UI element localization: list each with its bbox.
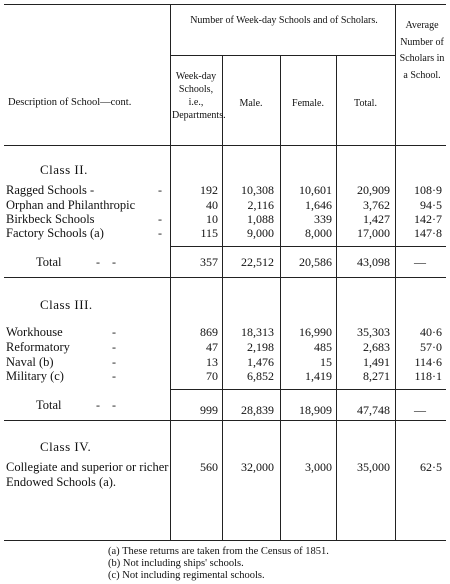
row-label: Naval (b) — [6, 355, 54, 369]
cell-total: 1,427 — [363, 212, 390, 226]
row-label: Reformatory — [6, 340, 70, 354]
row-dash: - — [112, 355, 116, 369]
col-line-3 — [336, 55, 337, 540]
col-line-4 — [395, 4, 396, 540]
cell-total: 35,000 — [357, 460, 390, 474]
cell-total: 3,762 — [363, 198, 390, 212]
col-description-header: Description of School—cont. — [8, 97, 132, 108]
cell-total: 17,000 — [357, 226, 390, 240]
cell-avg: 142·7 — [414, 212, 442, 226]
cell-female: 10,601 — [299, 183, 332, 197]
total-avg: — — [414, 403, 426, 417]
class-4-title: Class IV. — [40, 439, 92, 454]
row-label: Birkbeck Schools — [6, 212, 95, 226]
cell-avg: 108·9 — [414, 183, 442, 197]
total-avg: — — [414, 255, 426, 269]
cell-female: 3,000 — [305, 460, 332, 474]
class-2-title: Class II. — [40, 162, 88, 177]
cell-schools: 10 — [206, 212, 218, 226]
cell-male: 2,198 — [247, 340, 274, 354]
cell-avg: 57·0 — [420, 340, 442, 354]
cell-schools: 70 — [206, 369, 218, 383]
cell-avg: 40·6 — [420, 325, 442, 339]
row-dash: - — [158, 183, 162, 197]
cell-avg: 114·6 — [414, 355, 442, 369]
cell-avg: 62·5 — [420, 460, 442, 474]
cell-total: 8,271 — [363, 369, 390, 383]
table-top-rule — [4, 4, 446, 5]
footnote: (a) These returns are taken from the Census of 1851. — [108, 546, 329, 557]
col-average-header: Average Number of Scholars in a School. — [399, 20, 445, 81]
cell-schools: 192 — [200, 183, 218, 197]
row-label: Orphan and Philanthropic — [6, 198, 136, 212]
table-bottom-rule — [4, 540, 446, 541]
class3-total-top-rule — [170, 389, 446, 390]
footnote: (c) Not including regimental schools. — [108, 570, 265, 581]
total-total: 47,748 — [357, 403, 390, 417]
total-dashes: - - — [96, 398, 116, 412]
cell-female: 1,646 — [305, 198, 332, 212]
cell-female: 8,000 — [305, 226, 332, 240]
col-total-header: Total. — [354, 98, 377, 109]
cell-male: 6,852 — [247, 369, 274, 383]
cell-female: 485 — [314, 340, 332, 354]
cell-schools: 115 — [200, 226, 218, 240]
cell-female: 1,419 — [305, 369, 332, 383]
cell-male: 32,000 — [241, 460, 274, 474]
cell-schools: 869 — [200, 325, 218, 339]
total-total: 43,098 — [357, 255, 390, 269]
cell-male: 9,000 — [247, 226, 274, 240]
cell-male: 18,313 — [241, 325, 274, 339]
class3-total-bottom-rule — [4, 420, 446, 421]
col-female-header: Female. — [292, 98, 324, 109]
footnotes — [108, 546, 329, 582]
cell-avg: 147·8 — [414, 226, 442, 240]
cell-male: 1,088 — [247, 212, 274, 226]
cell-male: 1,476 — [247, 355, 274, 369]
class2-total-bottom-rule — [4, 277, 446, 278]
cell-schools: 47 — [206, 340, 218, 354]
header-bottom-rule — [4, 145, 446, 146]
cell-avg: 118·1 — [414, 369, 442, 383]
row-label: Workhouse — [6, 325, 63, 339]
total-schools: 999 — [200, 403, 218, 417]
cell-female: 15 — [320, 355, 332, 369]
total-male: 28,839 — [241, 403, 274, 417]
cell-female: 16,990 — [299, 325, 332, 339]
group-header-rule — [170, 55, 395, 56]
total-female: 20,586 — [299, 255, 332, 269]
cell-avg: 94·5 — [420, 198, 442, 212]
row-label: Military (c) — [6, 369, 64, 383]
cell-total: 20,909 — [357, 183, 390, 197]
class2-total-top-rule — [170, 246, 446, 247]
cell-female: 339 — [314, 212, 332, 226]
col-male-header: Male. — [239, 98, 263, 109]
total-female: 18,909 — [299, 403, 332, 417]
cell-total: 35,303 — [357, 325, 390, 339]
total-label: Total — [36, 255, 62, 269]
cell-male: 10,308 — [241, 183, 274, 197]
row-label: Factory Schools (a) — [6, 226, 104, 240]
cell-schools: 40 — [206, 198, 218, 212]
cell-total: 2,683 — [363, 340, 390, 354]
col-schools-header: Week-day Schools, i.e., Departments. — [172, 71, 226, 121]
group-header: Number of Week-day Schools and of Scholars. — [190, 15, 378, 26]
col-line-1 — [222, 55, 223, 540]
row-dash: - — [158, 226, 162, 240]
row-dash: - — [158, 212, 162, 226]
row-dash: - — [112, 369, 116, 383]
total-male: 22,512 — [241, 255, 274, 269]
cell-schools: 560 — [200, 460, 218, 474]
total-label: Total — [36, 398, 62, 412]
row-label: Collegiate and superior or richer Endowed Schools (a). — [6, 460, 169, 489]
cell-schools: 13 — [206, 355, 218, 369]
class-3-title: Class III. — [40, 297, 93, 312]
col-line-0 — [170, 4, 171, 540]
row-dash: - — [112, 340, 116, 354]
row-dash: - — [112, 325, 116, 339]
footnote: (b) Not including ships' schools. — [108, 558, 244, 569]
row-label: Ragged Schools - — [6, 183, 95, 197]
total-dashes: - - — [96, 255, 116, 269]
cell-total: 1,491 — [363, 355, 390, 369]
cell-male: 2,116 — [247, 198, 274, 212]
total-schools: 357 — [200, 255, 218, 269]
col-line-2 — [280, 55, 281, 540]
